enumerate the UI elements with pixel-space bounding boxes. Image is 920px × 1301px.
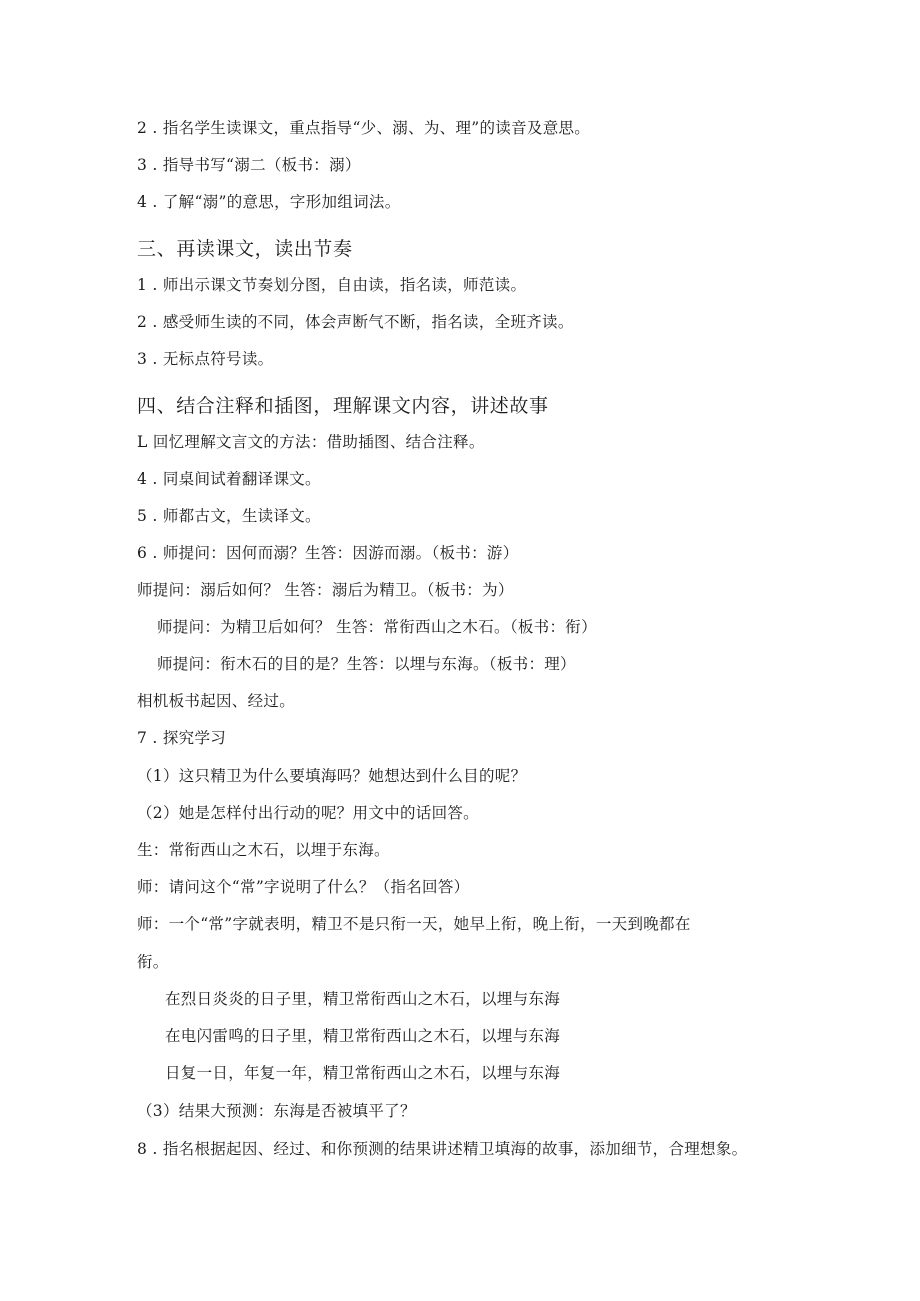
list-item-8: 8 . 指名根据起因、经过、和你预测的结果讲述精卫填海的故事，添加细节，合理想象。 <box>137 1140 748 1158</box>
section-heading-4: 四、结合注释和插图，理解课文内容，讲述故事 <box>137 395 549 417</box>
recitation-line: 日复一日，年复一年，精卫常衔西山之木石，以埋与东海 <box>165 1064 561 1082</box>
sub-question-2: （2）她是怎样付出行动的呢？用文中的话回答。 <box>137 804 479 822</box>
teacher-line-continued: 衔。 <box>137 953 169 971</box>
student-answer: 生：常衔西山之木石，以埋于东海。 <box>137 841 390 859</box>
list-item-3b: 3 . 无标点符号读。 <box>137 350 274 368</box>
dialogue-line: 师提问：为精卫后如何？ 生答：常衔西山之木石。（板书：衔） <box>157 618 597 636</box>
list-item-2b: 2 . 感受师生读的不同，体会声断气不断，指名读，全班齐读。 <box>137 313 574 331</box>
list-item-l: L 回忆理解文言文的方法：借助插图、结合注释。 <box>137 433 485 451</box>
dialogue-line: 师提问：衔木石的目的是？生答：以埋与东海。（板书：理） <box>157 655 576 673</box>
paragraph: 相机板书起因、经过。 <box>137 692 296 710</box>
sub-question-1: （1）这只精卫为什么要填海吗？她想达到什么目的呢？ <box>137 767 527 785</box>
list-item-4b: 4 . 同桌间试着翻译课文。 <box>137 470 321 488</box>
list-item-6: 6 . 师提问：因何而溺？生答：因游而溺。（板书：游） <box>137 544 519 562</box>
teacher-line: 师：请问这个“常”字说明了什么？（指名回答） <box>137 878 470 896</box>
list-item-1: 1 . 师出示课文节奏划分图，自由读，指名读，师范读。 <box>137 276 527 294</box>
teacher-line: 师：一个“常”字就表明，精卫不是只衔一天，她早上衔，晚上衔，一天到晚都在 <box>137 915 691 933</box>
dialogue-line: 师提问：溺后如何？ 生答：溺后为精卫。（板书：为） <box>137 581 514 599</box>
section-heading-3: 三、再读课文，读出节奏 <box>137 238 353 260</box>
recitation-line: 在烈日炎炎的日子里，精卫常衔西山之木石，以埋与东海 <box>165 990 561 1008</box>
list-item-7: 7 . 探究学习 <box>137 729 227 747</box>
list-item-2: 2 . 指名学生读课文，重点指导“少、溺、为、理”的读音及意思。 <box>137 119 591 137</box>
list-item-3: 3 . 指导书写“溺二（板书：溺） <box>137 156 361 174</box>
recitation-line: 在电闪雷鸣的日子里，精卫常衔西山之木石，以埋与东海 <box>165 1027 561 1045</box>
list-item-4: 4 . 了解“溺”的意思，字形加组词法。 <box>137 193 401 211</box>
list-item-5: 5 . 师都古文，生读译文。 <box>137 507 321 525</box>
sub-question-3: （3）结果大预测：东海是否被填平了？ <box>137 1102 416 1120</box>
